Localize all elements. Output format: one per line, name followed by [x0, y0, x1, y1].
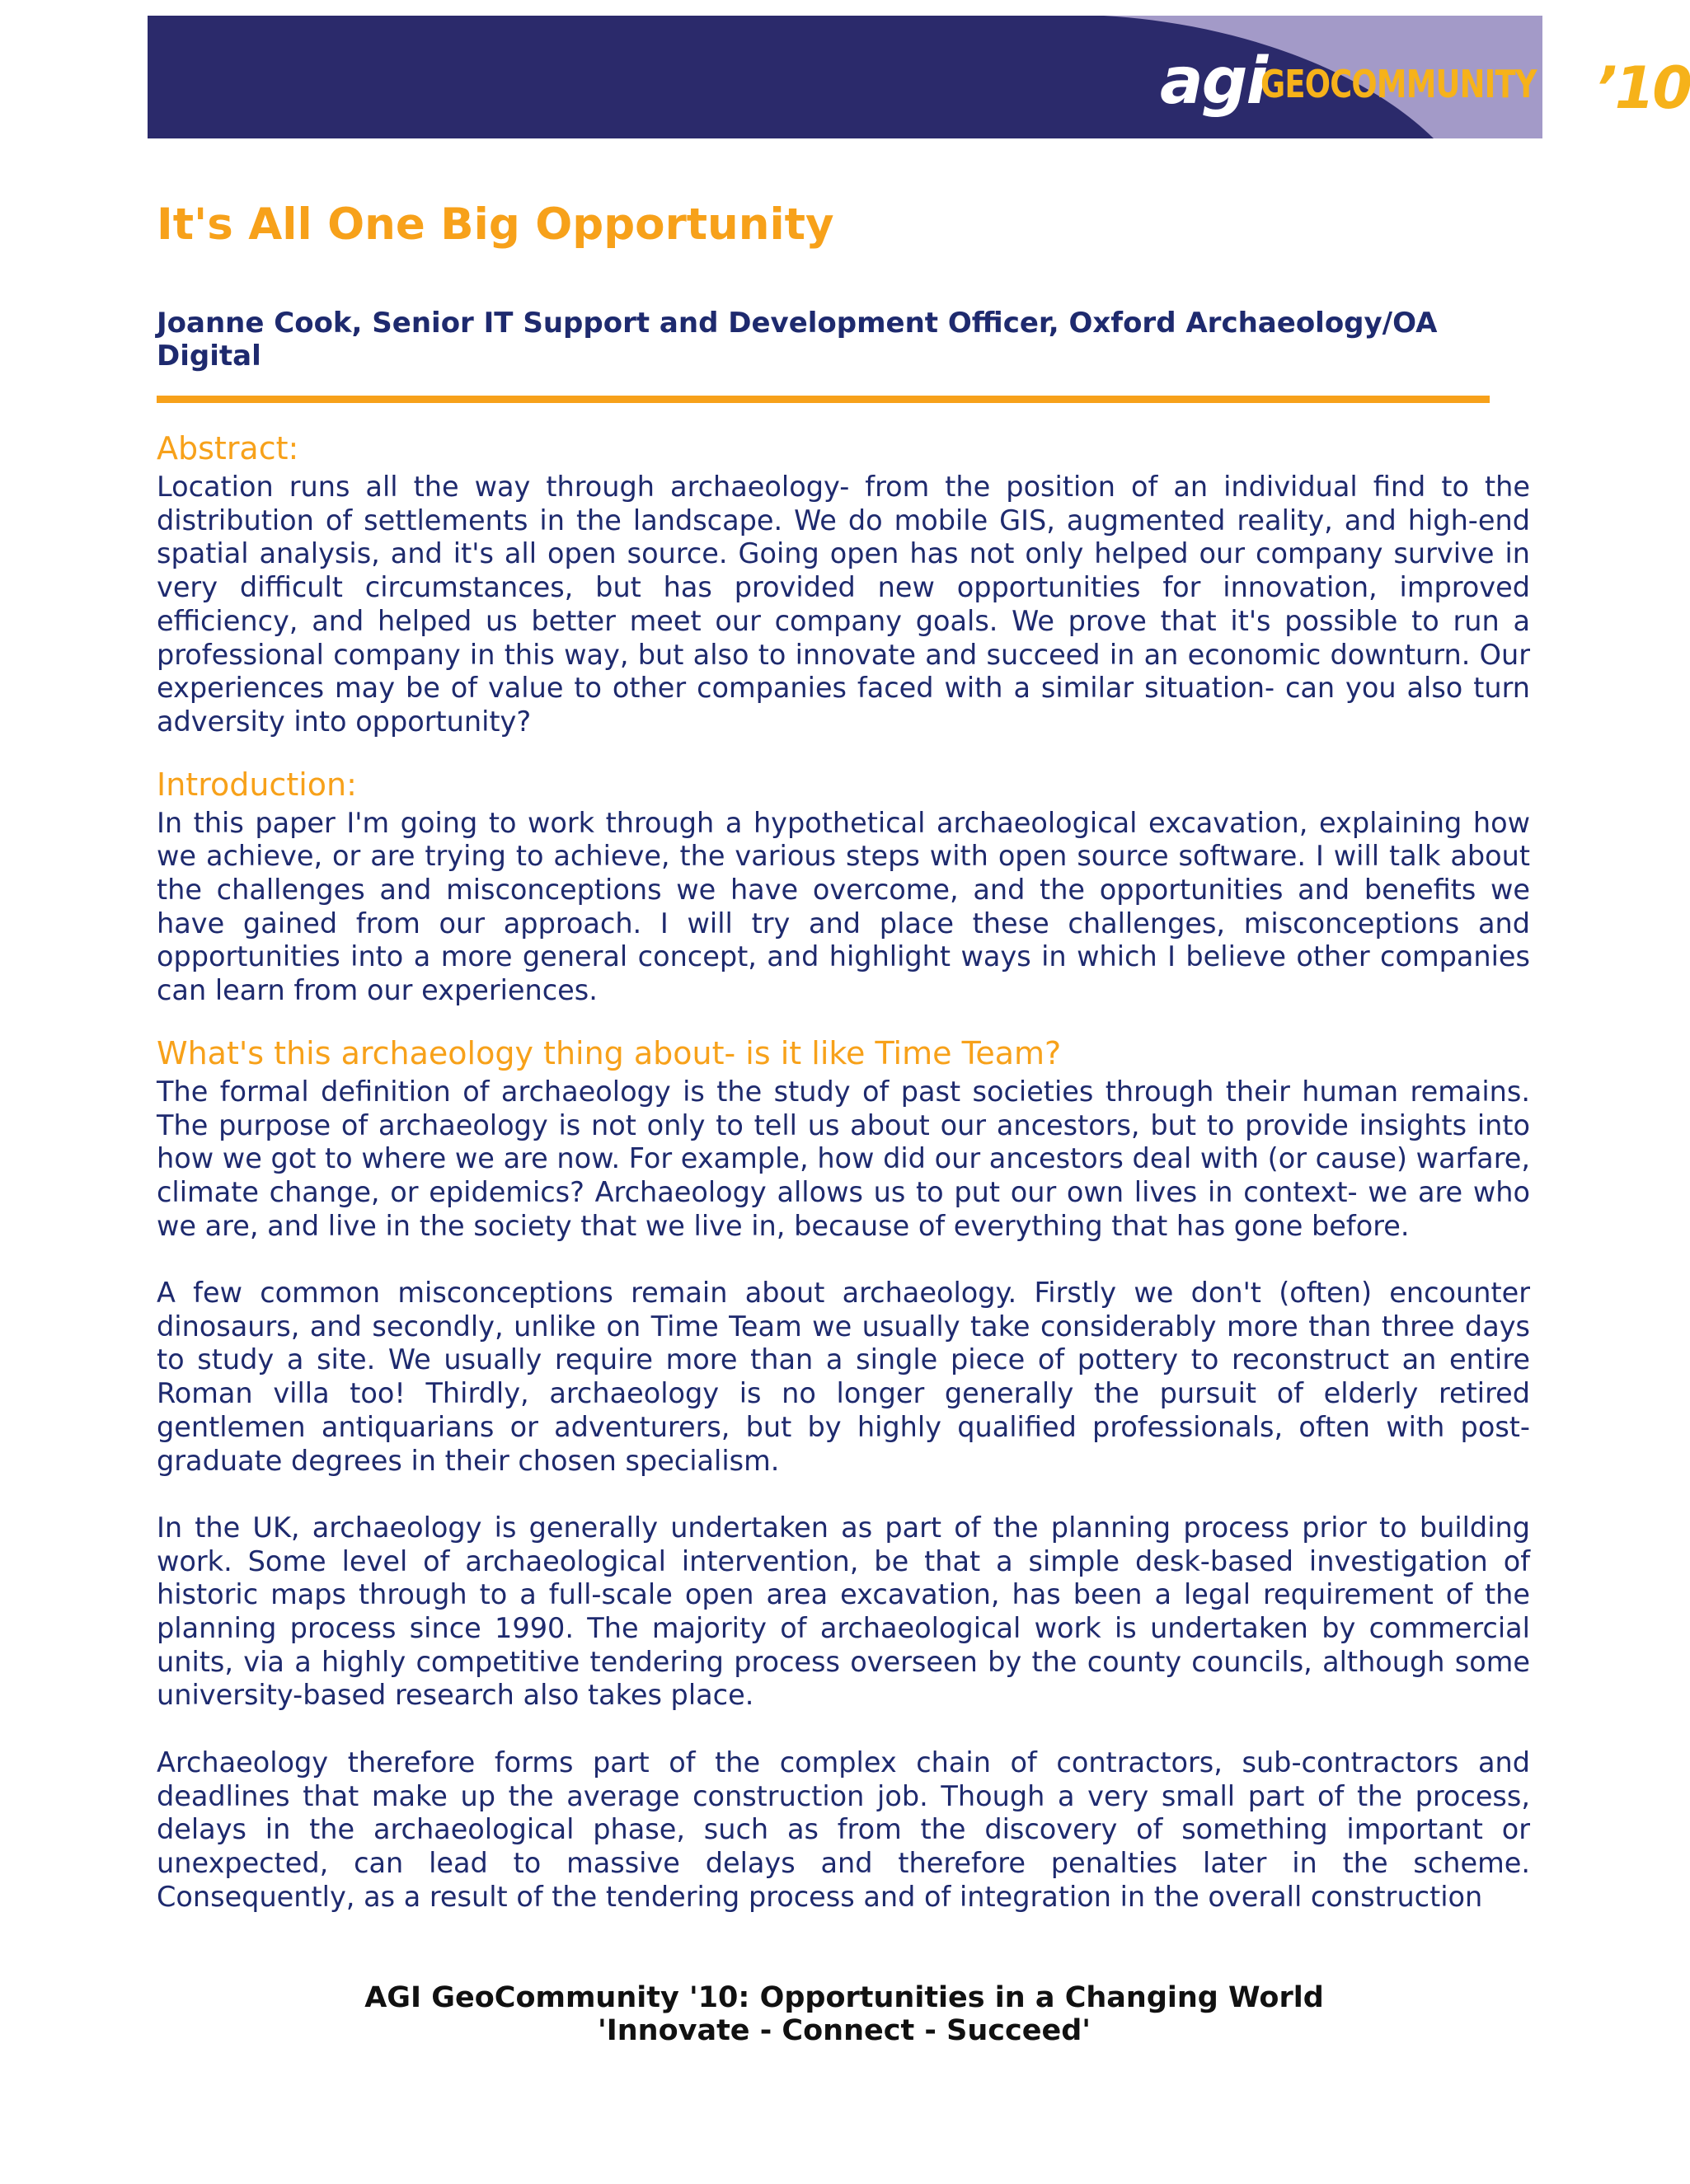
author-line: Joanne Cook, Senior IT Support and Development Officer, Oxford Archaeology/OA Digital [157, 307, 1438, 373]
introduction-section [157, 762, 1530, 1008]
paragraph-spacer [157, 1713, 1530, 1746]
archaeology-paragraph-4: Archaeology therefore forms part of the complex chain of contractors, sub-contractors and deadlines that make up the average construction job. Though a very small part of the process, delays in the archaeological phase, such as from the discovery of something important or unexpected, can lead to massive delays and therefore penalties later in the scheme. Consequently, as a result of the tendering process and of integration in the overall construction [157, 1746, 1530, 1913]
footer-line-1: AGI GeoCommunity '10: Opportunities in a Changing World [364, 1981, 1324, 2014]
paper-body [157, 426, 1530, 1914]
header-banner [148, 16, 1690, 138]
logo-geocommunity-text: GEOCOMMUNITY [1260, 62, 1537, 106]
logo-year-text: ’10 [1595, 54, 1690, 122]
archaeology-section [157, 1031, 1530, 1915]
page-footer [0, 1981, 1688, 2047]
title-divider [157, 396, 1490, 403]
archaeology-paragraph-2: A few common misconceptions remain about archaeology. Firstly we don't (often) encounter dinosaurs, and secondly, unlike on Time Team we usually take considerably more than three days to study a site. We usually require more than a single piece of pottery to reconstruct an entire Roman villa too! Thirdly, archaeology is no longer generally the pursuit of elderly retired gentlemen antiquarians or adventurers, but by highly qualified professionals, often with post-graduate degrees in their chosen specialism. [157, 1277, 1530, 1477]
abstract-paragraph: Location runs all the way through archaeology- from the position of an individual find to the distribution of settlements in the landscape. We do mobile GIS, augmented reality, and high-end spatial analysis, and it's all open source. Going open has not only helped our company survive in very difficult circumstances, but has provided new opportunities for innovation, improved efficiency, and helped us better meet our company goals. We prove that it's possible to run a professional company in this way, but also to innovate and succeed in an economic downturn. Our experiences may be of value to other companies faced with a similar situation- can you also turn adversity into opportunity? [157, 471, 1530, 738]
paragraph-spacer [157, 1243, 1530, 1277]
paper-title: It's All One Big Opportunity [157, 199, 834, 250]
section-spacer [157, 739, 1530, 762]
abstract-section [157, 426, 1530, 739]
archaeology-paragraph-3: In the UK, archaeology is generally undertaken as part of the planning process prior to building work. Some level of archaeological intervention, be that a simple desk-based investigation of historic maps through to a full-scale open area excavation, has been a legal requirement of the planning process since 1990. The majority of archaeological work is undertaken by commercial units, via a highly competitive tendering process overseen by the county councils, although some university-based research also takes place. [157, 1511, 1530, 1712]
introduction-heading: Introduction: [157, 766, 357, 803]
logo-agi-text: agi [1160, 45, 1267, 119]
paragraph-spacer [157, 1478, 1530, 1511]
archaeology-paragraph-1: The formal definition of archaeology is the study of past societies through their human remains. The purpose of archaeology is not only to tell us about our ancestors, but to provide insights into how we got to where we are now. For example, how did our ancestors deal with (or cause) warfare, climate change, or epidemics? Archaeology allows us to put our own lives in context- we are who we are, and live in the society that we live in, because of everything that has gone before. [157, 1075, 1530, 1242]
section-spacer [157, 1008, 1530, 1031]
introduction-paragraph: In this paper I'm going to work through a hypothetical archaeological excavation, explaining how we achieve, or are trying to achieve, the various steps with open source software. I will talk about the challenges and misconceptions we have overcome, and the opportunities and benefits we have gained from our approach. I will try and place these challenges, misconceptions and opportunities into a more general concept, and highlight ways in which I believe other companies can learn from our experiences. [157, 806, 1530, 1007]
abstract-heading: Abstract: [157, 430, 299, 466]
archaeology-heading: What's this archaeology thing about- is it like Time Team? [157, 1034, 1062, 1071]
footer-line-2: 'Innovate - Connect - Succeed' [598, 2014, 1091, 2047]
